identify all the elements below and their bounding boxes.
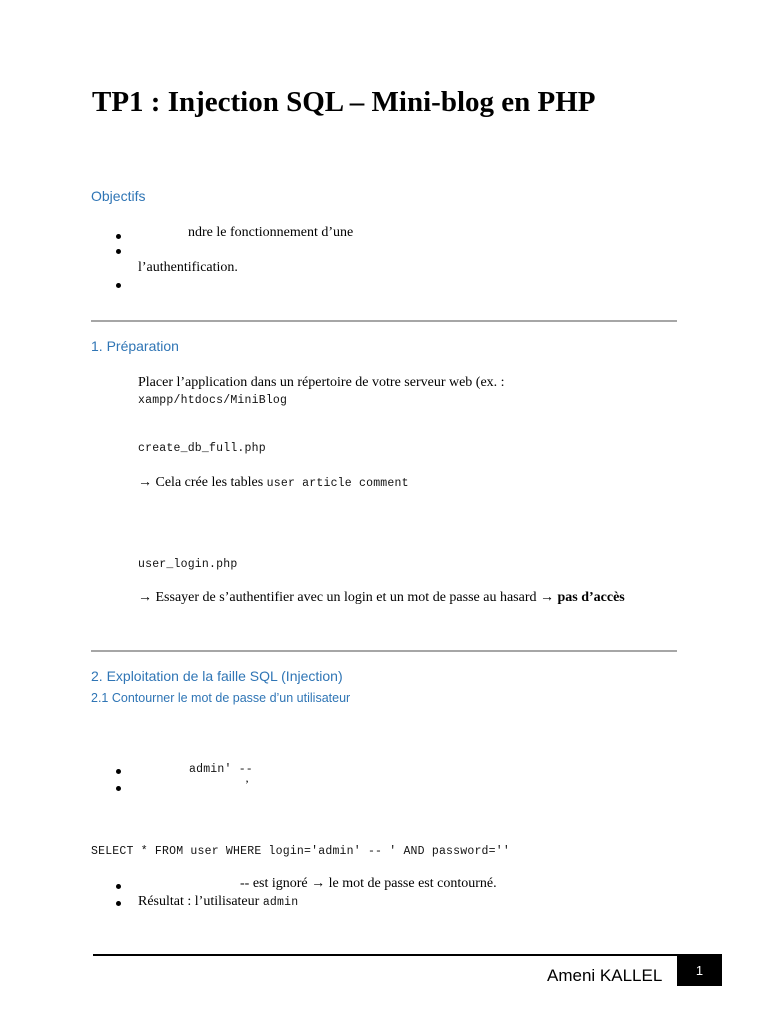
section-divider	[91, 650, 677, 652]
tables-text: → Cela crée les tables	[138, 475, 264, 490]
bullet-icon	[116, 234, 121, 239]
exploitation-subheading: 2.1 Contourner le mot de passe d’un utilisateur	[91, 691, 351, 705]
login-attempt	[138, 590, 625, 606]
install-path: xampp/htdocs/MiniBlog	[138, 394, 288, 407]
objectives-heading: Objectifs	[91, 188, 146, 204]
login-result: pas d’accès	[557, 590, 625, 605]
bullet-icon	[116, 786, 121, 791]
result-user-code: admin	[262, 896, 299, 909]
create-db-script: create_db_full.php	[138, 442, 266, 455]
login-script: user_login.php	[138, 558, 238, 571]
bullet-icon	[116, 901, 121, 906]
bullet-icon	[116, 249, 121, 254]
page-title: TP1 : Injection SQL – Mini-blog en PHP	[92, 86, 596, 118]
preparation-instruction: Placer l’application dans un répertoire de votre serveur web (ex. :	[138, 375, 505, 390]
injection-payload: admin' --	[189, 763, 253, 776]
bullet-icon	[116, 769, 121, 774]
preparation-heading: 1. Préparation	[91, 338, 179, 354]
login-attempt-text: → Essayer de s’authentifier avec un login et un mot de passe au hasard →	[138, 590, 554, 605]
exploitation-heading: 2. Exploitation de la faille SQL (Injection)	[91, 668, 343, 684]
result-text: Résultat : l’utilisateur	[138, 894, 260, 909]
section-divider	[91, 320, 677, 322]
bullet-icon	[116, 884, 121, 889]
objectives-bullet-1: ndre le fonctionnement d’une	[188, 225, 354, 240]
sql-query: SELECT * FROM user WHERE login='admin' -- ' AND password=''	[91, 845, 510, 858]
bullet-icon	[116, 283, 121, 288]
footer-author: Ameni KALLEL	[547, 966, 663, 985]
tables-code: user article comment	[266, 477, 409, 490]
apostrophe-mark: ’	[245, 777, 249, 791]
ignored-explanation: -- est ignoré → le mot de passe est contourné.	[240, 876, 497, 891]
tables-created	[138, 475, 409, 491]
page-number: 1	[677, 954, 722, 986]
objectives-bullet-2: l’authentification.	[138, 260, 238, 275]
result-line	[138, 894, 298, 910]
footer-divider	[93, 954, 721, 956]
